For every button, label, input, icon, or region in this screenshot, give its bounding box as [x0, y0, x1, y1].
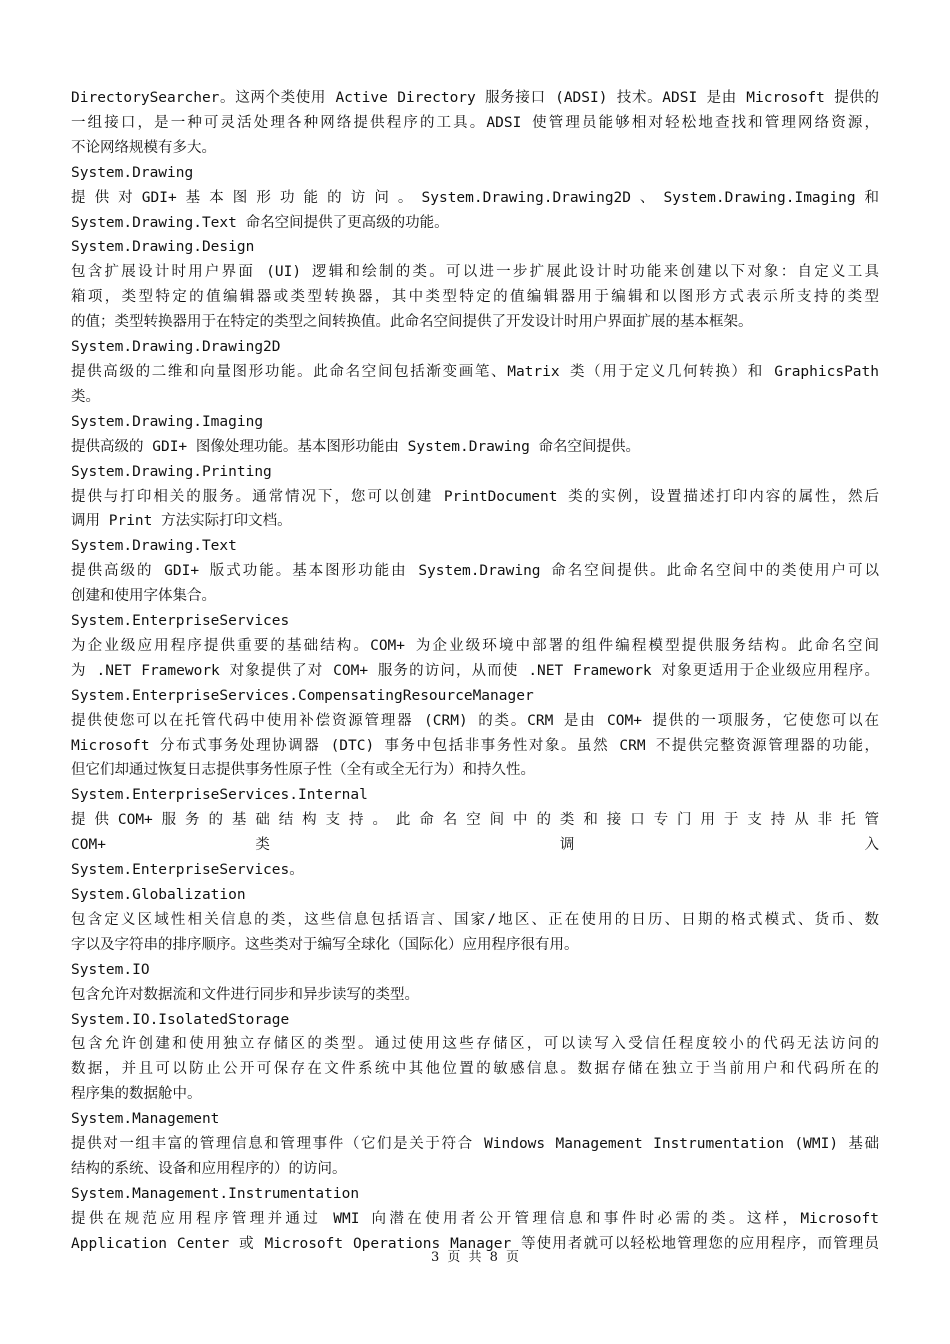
namespace-heading: System.IO.IsolatedStorage [71, 1011, 290, 1028]
text-line: 提供在规范应用程序管理并通过 WMI 向潜在使用者公开管理信息和事件时必需的类。这样，Microsoft [71, 1210, 879, 1227]
text-line: 为企业级应用程序提供重要的基础结构。COM+ 为企业级环境中部署的组件编程模型提供服务结构。此命名空间 [71, 637, 879, 654]
namespace-heading: System.EnterpriseServices.Internal [71, 787, 368, 804]
text-line: Microsoft 分布式事务处理协调器 (DTC) 事务中包括非事务性对象。虽然 CRM 不提供完整资源管理器的功能， [71, 737, 879, 754]
text-line: 创建和使用字体集合。 [71, 588, 216, 605]
text-line: 提供与打印相关的服务。通常情况下，您可以创建 PrintDocument 类的实例，设置描述打印内容的属性，然后 [71, 488, 879, 505]
namespace-heading: System.Drawing.Drawing2D [71, 339, 281, 356]
text-line: 提供高级的 GDI+ 图像处理功能。基本图形功能由 System.Drawing 命名空间提供。 [71, 438, 641, 455]
page-number: 3 页 共 8 页 [430, 1250, 520, 1265]
text-line: 但它们却通过恢复日志提供事务性原子性（全有或全无行为）和持久性。 [71, 762, 535, 779]
namespace-heading: System.EnterpriseServices [71, 613, 290, 630]
namespace-heading: System.IO [71, 961, 150, 978]
text-line: 提供高级的二维和向量图形功能。此命名空间包括渐变画笔、Matrix 类（用于定义几何转换）和 GraphicsPath [71, 363, 879, 380]
text-line: 包含定义区域性相关信息的类，这些信息包括语言、国家/地区、正在使用的日历、日期的格式模式、货币、数 [71, 911, 879, 928]
text-line: 包含允许创建和使用独立存储区的类型。通过使用这些存储区，可以读写入受信任程度较小的代码无法访问的 [71, 1036, 879, 1053]
text-line: 的值；类型转换器用于在特定的类型之间转换值。此命名空间提供了开发设计时用户界面扩展的基本框架。 [71, 314, 753, 331]
namespace-heading: System.Drawing.Imaging [71, 413, 264, 430]
namespace-heading: System.Drawing.Printing [71, 463, 272, 480]
text-line: 提供高级的 GDI+ 版式功能。基本图形功能由 System.Drawing 命名空间提供。此命名空间中的类使用户可以 [71, 563, 879, 580]
text-line: 箱项，类型特定的值编辑器或类型转换器，其中类型特定的值编辑器用于编辑和以图形方式表示所支持的类型 [71, 289, 879, 306]
namespace-heading: System.Globalization [71, 887, 246, 903]
text-line: 结构的系统、设备和应用程序的）的访问。 [71, 1160, 347, 1177]
namespace-heading: System.Management [71, 1111, 220, 1128]
text-line: 包含允许对数据流和文件进行同步和异步读写的类型。 [71, 986, 419, 1003]
namespace-heading: System.EnterpriseServices.CompensatingResourceManager [71, 687, 534, 704]
text-line: 类。 [71, 388, 100, 405]
text-line: 为 .NET Framework 对象提供了对 COM+ 服务的访问，从而使 .NET Framework 对象更适用于企业级应用程序。 [71, 662, 879, 679]
text-line: DirectorySearcher。这两个类使用 Active Directory 服务接口 (ADSI) 技术。ADSI 是由 Microsoft 提供的 [71, 90, 879, 106]
text-line: 调用 Print 方法实际打印文档。 [71, 513, 292, 530]
text-line: 字以及字符串的排序顺序。这些类对于编写全球化（国际化）应用程序很有用。 [71, 936, 579, 953]
text-line: 包含扩展设计时用户界面 (UI) 逻辑和绘制的类。可以进一步扩展此设计时功能来创建以下对象：自定义工具 [71, 264, 879, 281]
text-line: 提供使您可以在托管代码中使用补偿资源管理器 (CRM) 的类。CRM 是由 COM+ 提供的一项服务，它使您可以在 [71, 712, 879, 729]
text-line: 一组接口，是一种可灵活处理各种网络提供程序的工具。ADSI 使管理员能够相对轻松地查找和管理网络资源， [71, 114, 879, 131]
namespace-heading: System.Drawing [71, 164, 194, 181]
text-line: 数据，并且可以防止公开可保存在文件系统中其他位置的敏感信息。数据存储在独立于当前用户和代码所在的 [71, 1061, 879, 1078]
text-line: Application Center 或 Microsoft Operations Manager 等使用者就可以轻松地管理您的应用程序，而管理员 [71, 1235, 879, 1252]
text-line: 不论网络规模有多大。 [71, 139, 216, 156]
text-line: 提 供 对 GDI+ 基 本 图 形 功 能 的 访 问 。 System.Drawing.Drawing2D 、 System.Drawing.Imaging 和 [71, 189, 879, 206]
text-line: 程序集的数据舱中。 [71, 1086, 202, 1103]
text-line: System.Drawing.Text 命名空间提供了更高级的功能。 [71, 214, 449, 231]
namespace-heading: System.Management.Instrumentation [71, 1185, 360, 1202]
document-body [71, 86, 879, 1257]
namespace-heading: System.Drawing.Design [71, 239, 255, 256]
text-line: System.EnterpriseServices。 [71, 862, 304, 879]
text-line: 提 供 COM+ 服 务 的 基 础 结 构 支 持 。 此 命 名 空 间 中 的 类 和 接 口 专 门 用 于 支 持 从 非 托 管 COM+ 类 调 入 [71, 812, 879, 854]
namespace-heading: System.Drawing.Text [71, 538, 237, 555]
text-line: 提供对一组丰富的管理信息和管理事件（它们是关于符合 Windows Management Instrumentation (WMI) 基础 [71, 1136, 879, 1153]
